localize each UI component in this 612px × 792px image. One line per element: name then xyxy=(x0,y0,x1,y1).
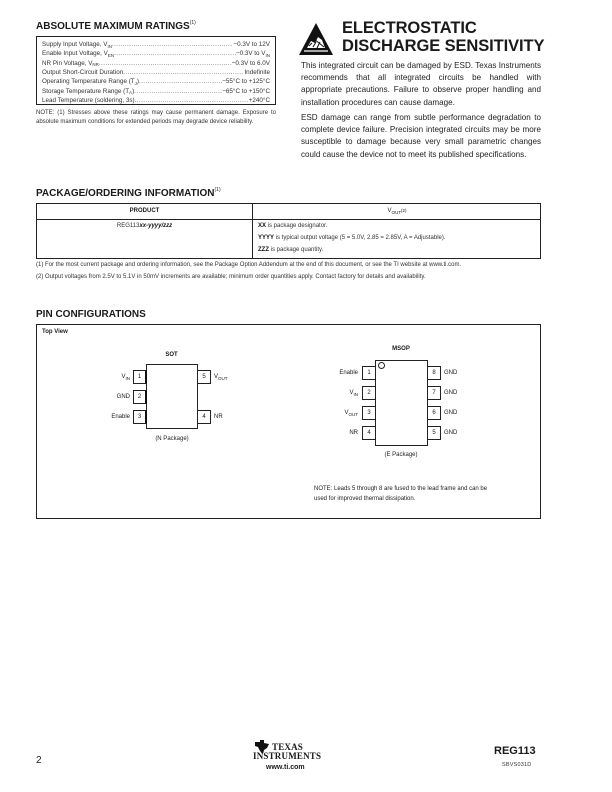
msop-pin-4-label: NR xyxy=(349,430,358,436)
vout-footnote-ref: (2) xyxy=(401,208,407,213)
pin-label-sub: OUT xyxy=(348,411,358,417)
ratings-title xyxy=(36,21,196,32)
rating-value: −55°C to +125°C xyxy=(222,78,270,86)
ordering-table xyxy=(36,203,541,259)
vout-desc: is package designator. xyxy=(266,223,328,229)
esd-paragraph-2: ESD damage can range from subtle performance degradation to complete device failure. Precision integrated circuits may be more susceptible to damage because very small parametric changes could cause the device not to meet its published specifications. xyxy=(301,113,541,159)
document-id: SBVS031D xyxy=(502,762,532,768)
msop-note-line2: used for improved thermal dissipation. xyxy=(314,496,416,502)
ti-logo-line1: TEXAS xyxy=(272,742,304,752)
pin-label-text: V xyxy=(121,374,126,380)
msop-pin-3-label xyxy=(308,406,358,420)
rating-label: Operating Temperature Range (T xyxy=(42,78,135,86)
esd-paragraph-1: This integrated circuit can be damaged by ESD. Texas Instruments recommends that all integrated circuits be handled with appropriate precautions. Failure to observe proper handling and installation procedures can cause damage. xyxy=(301,61,541,107)
rating-label-sub: IN xyxy=(107,43,112,49)
rating-value: +240°C xyxy=(248,97,270,105)
rating-label: Enable Input Voltage, V xyxy=(42,50,108,58)
rating-value: −65°C to +150°C xyxy=(222,87,270,95)
msop-pin-5: 5 xyxy=(427,426,441,440)
pin-label-sub: OUT xyxy=(218,375,228,381)
vout-term: ZZZ xyxy=(258,247,269,253)
rating-label-sub: A xyxy=(129,90,133,96)
pin1-indicator-icon xyxy=(378,362,385,369)
msop-pin-2-label xyxy=(308,386,358,400)
sot-pin-4: 4 xyxy=(197,410,211,424)
rating-label: NR Pin Voltage, V xyxy=(42,59,93,67)
pin-label-text: V xyxy=(214,374,219,380)
rating-label: Lead Temperature (soldering, 3s) xyxy=(42,97,135,105)
msop-pin-5-label: GND xyxy=(444,430,458,436)
column-header-vout xyxy=(253,208,541,214)
product-prefix: REG113 xyxy=(116,223,140,229)
sot-pin-5: 5 xyxy=(197,370,211,384)
msop-pin-7-label: GND xyxy=(444,390,458,396)
msop-pin-1-label: Enable xyxy=(339,370,358,376)
rating-row xyxy=(42,96,270,105)
rating-value: −0.3V to V xyxy=(235,50,266,58)
column-header-product: PRODUCT xyxy=(129,208,160,214)
ordering-title xyxy=(36,188,221,199)
vout-label: V xyxy=(387,208,392,214)
msop-package-label: (E Package) xyxy=(384,452,418,458)
rating-label-sub: EN xyxy=(107,52,115,58)
sot-pin-3: 3 xyxy=(133,410,147,424)
sot-pin-2-label: GND xyxy=(116,394,130,400)
rating-label-suffix: ) xyxy=(132,87,135,95)
ratings-footnote-ref: (1) xyxy=(189,20,196,26)
ordering-footnote-1: (1) For the most current package and ordering information, see the Package Option Addendum at the end of this document, or see the TI website at www.ti.com. xyxy=(36,262,462,268)
top-view-label: Top View xyxy=(42,329,68,335)
rating-row xyxy=(42,87,270,96)
rating-label: Output Short-Circuit Duration xyxy=(42,69,124,77)
pin-config-title: PIN CONFIGURATIONS xyxy=(36,309,146,320)
vout-desc: is typical output voltage (5 = 5.0V, 2.85 = 2.85V, A = Adjustable). xyxy=(274,235,446,241)
ti-logo-line2: INSTRUMENTS xyxy=(253,751,322,761)
ratings-box xyxy=(36,36,276,105)
sot-pin-1: 1 xyxy=(133,370,147,384)
esd-warning-icon xyxy=(298,21,334,57)
msop-pin-3: 3 xyxy=(362,406,376,420)
rating-row xyxy=(42,77,270,86)
msop-package-name: MSOP xyxy=(392,346,410,352)
rating-label-suffix: ) xyxy=(136,78,139,86)
rating-label: Storage Temperature Range (T xyxy=(42,87,130,95)
vout-sub: OUT xyxy=(391,209,401,215)
sot-pin-4-label: NR xyxy=(214,414,223,420)
ratings-note: NOTE: (1) Stresses above these ratings may cause permanent damage. Exposure to absolute maximum conditions for extended periods may degrade device reliability. xyxy=(36,110,276,125)
ti-url: www.ti.com xyxy=(266,764,305,771)
vout-row xyxy=(258,235,446,241)
rating-row xyxy=(42,40,270,49)
pin-label-sub: IN xyxy=(125,375,130,381)
vout-row xyxy=(258,223,327,229)
msop-pin-1: 1 xyxy=(362,366,376,380)
ratings-title-text: ABSOLUTE MAXIMUM RATINGS xyxy=(36,21,190,32)
page-number: 2 xyxy=(36,755,42,766)
msop-pin-8: 8 xyxy=(427,366,441,380)
sot-pin-1-label xyxy=(80,370,130,384)
msop-pin-2: 2 xyxy=(362,386,376,400)
sot-package-label: (N Package) xyxy=(155,436,189,442)
rating-value-sub: IN xyxy=(265,52,270,58)
rating-label-sub: J xyxy=(134,80,137,86)
rating-row xyxy=(42,59,270,68)
rating-row xyxy=(42,68,270,77)
sot-body xyxy=(146,364,198,429)
rating-label-sub: NR xyxy=(92,62,99,68)
esd-title xyxy=(342,19,544,55)
rating-value: −0.3V to 6.0V xyxy=(231,59,270,67)
vout-term: XX xyxy=(258,223,267,229)
rating-label: Supply Input Voltage, V xyxy=(42,41,108,48)
ordering-footnote-ref: (1) xyxy=(214,187,221,193)
sot-pin-2: 2 xyxy=(133,390,147,404)
pin-label-sub: IN xyxy=(353,391,358,397)
msop-body xyxy=(375,360,428,446)
product-code xyxy=(37,223,252,229)
vout-desc: is package quantity. xyxy=(269,247,324,253)
product-suffix: xx-yyyy/zzz xyxy=(139,223,173,229)
vout-row xyxy=(258,247,323,253)
esd-title-line2: DISCHARGE SENSITIVITY xyxy=(342,37,545,55)
document-part-number: REG113 xyxy=(494,745,536,757)
msop-pin-6: 6 xyxy=(427,406,441,420)
pin-label-text: V xyxy=(349,390,354,396)
msop-pin-4: 4 xyxy=(362,426,376,440)
msop-note-line1: NOTE: Leads 5 through 8 are fused to the lead frame and can be xyxy=(314,486,488,492)
esd-title-line1: ELECTROSTATIC xyxy=(342,19,477,37)
sot-pin-5-label xyxy=(214,370,228,384)
ordering-footnote-2: (2) Output voltages from 2.5V to 5.1V in 50mV increments are available; minimum order quantities apply. Contact factory for details and availability. xyxy=(36,274,426,280)
rating-row xyxy=(42,49,270,58)
vout-term: YYYY xyxy=(258,235,275,241)
msop-pin-6-label: GND xyxy=(444,410,458,416)
sot-package-name: SOT xyxy=(165,352,178,358)
rating-value: Indefinite xyxy=(244,69,270,77)
msop-pin-7: 7 xyxy=(427,386,441,400)
rating-value: −0.3V to 12V xyxy=(233,41,270,48)
ordering-title-text: PACKAGE/ORDERING INFORMATION xyxy=(36,188,215,199)
msop-pin-8-label: GND xyxy=(444,370,458,376)
sot-pin-3-label: Enable xyxy=(111,414,130,420)
pin-label-text: V xyxy=(344,410,349,416)
